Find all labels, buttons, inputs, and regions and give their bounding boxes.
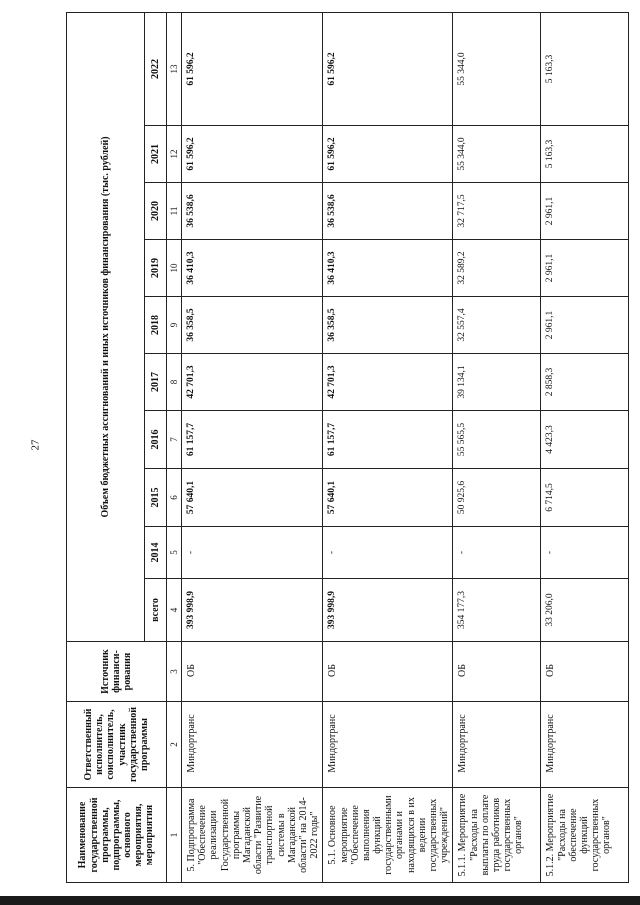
table-row: [182, 12, 323, 882]
value-2018: 36 358,5: [323, 297, 453, 354]
index-cell: 9: [167, 297, 182, 354]
financing-table: [66, 12, 629, 883]
header-year: 2018: [145, 297, 167, 354]
table-row: [323, 12, 453, 882]
header-year: 2015: [145, 469, 167, 527]
source-cell: ОБ: [453, 642, 541, 702]
value-2014: -: [541, 527, 629, 579]
program-name: 5.1. Основное мероприятие "Обеспечение выполнения функций государственными органами и находящихся в их ведении государственных учреждений": [323, 788, 453, 883]
page-number: 27: [29, 439, 42, 451]
executor-cell: Миндортранс: [182, 702, 323, 788]
index-cell: 12: [167, 126, 182, 183]
value-2021: 55 344,0: [453, 126, 541, 183]
value-2019: 2 961,1: [541, 240, 629, 297]
table-row: [453, 12, 541, 882]
value-total: 33 206,0: [541, 579, 629, 642]
value-2019: 32 589,2: [453, 240, 541, 297]
header-year: 2022: [145, 12, 167, 125]
program-name: 5.1.2. Мероприятие "Расходы на обеспечение функций государственных органов": [541, 788, 629, 883]
header-name: Наименование государственной программы, подпрограммы, основного мероприятия, мероприятия: [67, 788, 167, 883]
value-2021: 61 596,2: [323, 126, 453, 183]
scan-edge: [0, 896, 640, 905]
index-cell: 3: [167, 642, 182, 702]
value-2019: 36 410,3: [323, 240, 453, 297]
value-2022: 5 163,3: [541, 12, 629, 125]
value-2020: 32 717,5: [453, 183, 541, 240]
value-2018: 36 358,5: [182, 297, 323, 354]
value-total: 354 177,3: [453, 579, 541, 642]
index-cell: 1: [167, 788, 182, 883]
header-year: 2014: [145, 527, 167, 579]
value-total: 393 998,9: [182, 579, 323, 642]
value-2021: 5 163,3: [541, 126, 629, 183]
value-2015: 50 925,6: [453, 469, 541, 527]
value-2015: 6 714,5: [541, 469, 629, 527]
source-cell: ОБ: [323, 642, 453, 702]
header-year: 2021: [145, 126, 167, 183]
header-executor: Ответственный исполнитель, соисполнитель, участник государственной программы: [67, 702, 167, 788]
source-cell: ОБ: [541, 642, 629, 702]
header-year: 2019: [145, 240, 167, 297]
header-source: Источник финанси- рования: [67, 642, 167, 702]
table-row: [541, 12, 629, 882]
value-2015: 57 640,1: [323, 469, 453, 527]
value-2022: 61 596,2: [182, 12, 323, 125]
value-2017: 42 701,3: [182, 354, 323, 411]
value-2020: 36 538,6: [323, 183, 453, 240]
value-2016: 61 157,7: [323, 411, 453, 469]
source-cell: ОБ: [182, 642, 323, 702]
header-year: 2017: [145, 354, 167, 411]
value-2020: 36 538,6: [182, 183, 323, 240]
value-2019: 36 410,3: [182, 240, 323, 297]
table-container: [66, 13, 629, 883]
index-cell: 4: [167, 579, 182, 642]
value-2017: 2 858,3: [541, 354, 629, 411]
executor-cell: Миндортранс: [323, 702, 453, 788]
index-cell: 8: [167, 354, 182, 411]
program-name: 5.1.1. Мероприятие "Расходы на выплаты по оплате труда работников государственных органов": [453, 788, 541, 883]
value-2014: -: [323, 527, 453, 579]
value-2020: 2 961,1: [541, 183, 629, 240]
index-cell: 2: [167, 702, 182, 788]
value-total: 393 998,9: [323, 579, 453, 642]
value-2022: 55 344,0: [453, 12, 541, 125]
value-2014: -: [182, 527, 323, 579]
value-2021: 61 596,2: [182, 126, 323, 183]
header-year: 2020: [145, 183, 167, 240]
executor-cell: Миндортранс: [541, 702, 629, 788]
value-2017: 39 134,1: [453, 354, 541, 411]
header-year: 2016: [145, 411, 167, 469]
index-cell: 10: [167, 240, 182, 297]
index-cell: 11: [167, 183, 182, 240]
program-name: 5. Подпрограмма "Обеспечение реализации Государственной программы Магаданской области "Развитие транспортной системы в Магаданской области" на 2014-2022 годы": [182, 788, 323, 883]
index-cell: 5: [167, 527, 182, 579]
value-2022: 61 596,2: [323, 12, 453, 125]
value-2016: 55 565,5: [453, 411, 541, 469]
index-cell: 6: [167, 469, 182, 527]
value-2018: 32 557,4: [453, 297, 541, 354]
value-2016: 4 423,3: [541, 411, 629, 469]
value-2017: 42 701,3: [323, 354, 453, 411]
index-cell: 7: [167, 411, 182, 469]
value-2018: 2 961,1: [541, 297, 629, 354]
value-2014: -: [453, 527, 541, 579]
header-volume: Объем бюджетных ассигнований и иных источников финансирования (тыс. рублей): [67, 12, 145, 641]
value-2016: 61 157,7: [182, 411, 323, 469]
value-2015: 57 640,1: [182, 469, 323, 527]
executor-cell: Миндортранс: [453, 702, 541, 788]
index-cell: 13: [167, 12, 182, 125]
header-total: всего: [145, 579, 167, 642]
